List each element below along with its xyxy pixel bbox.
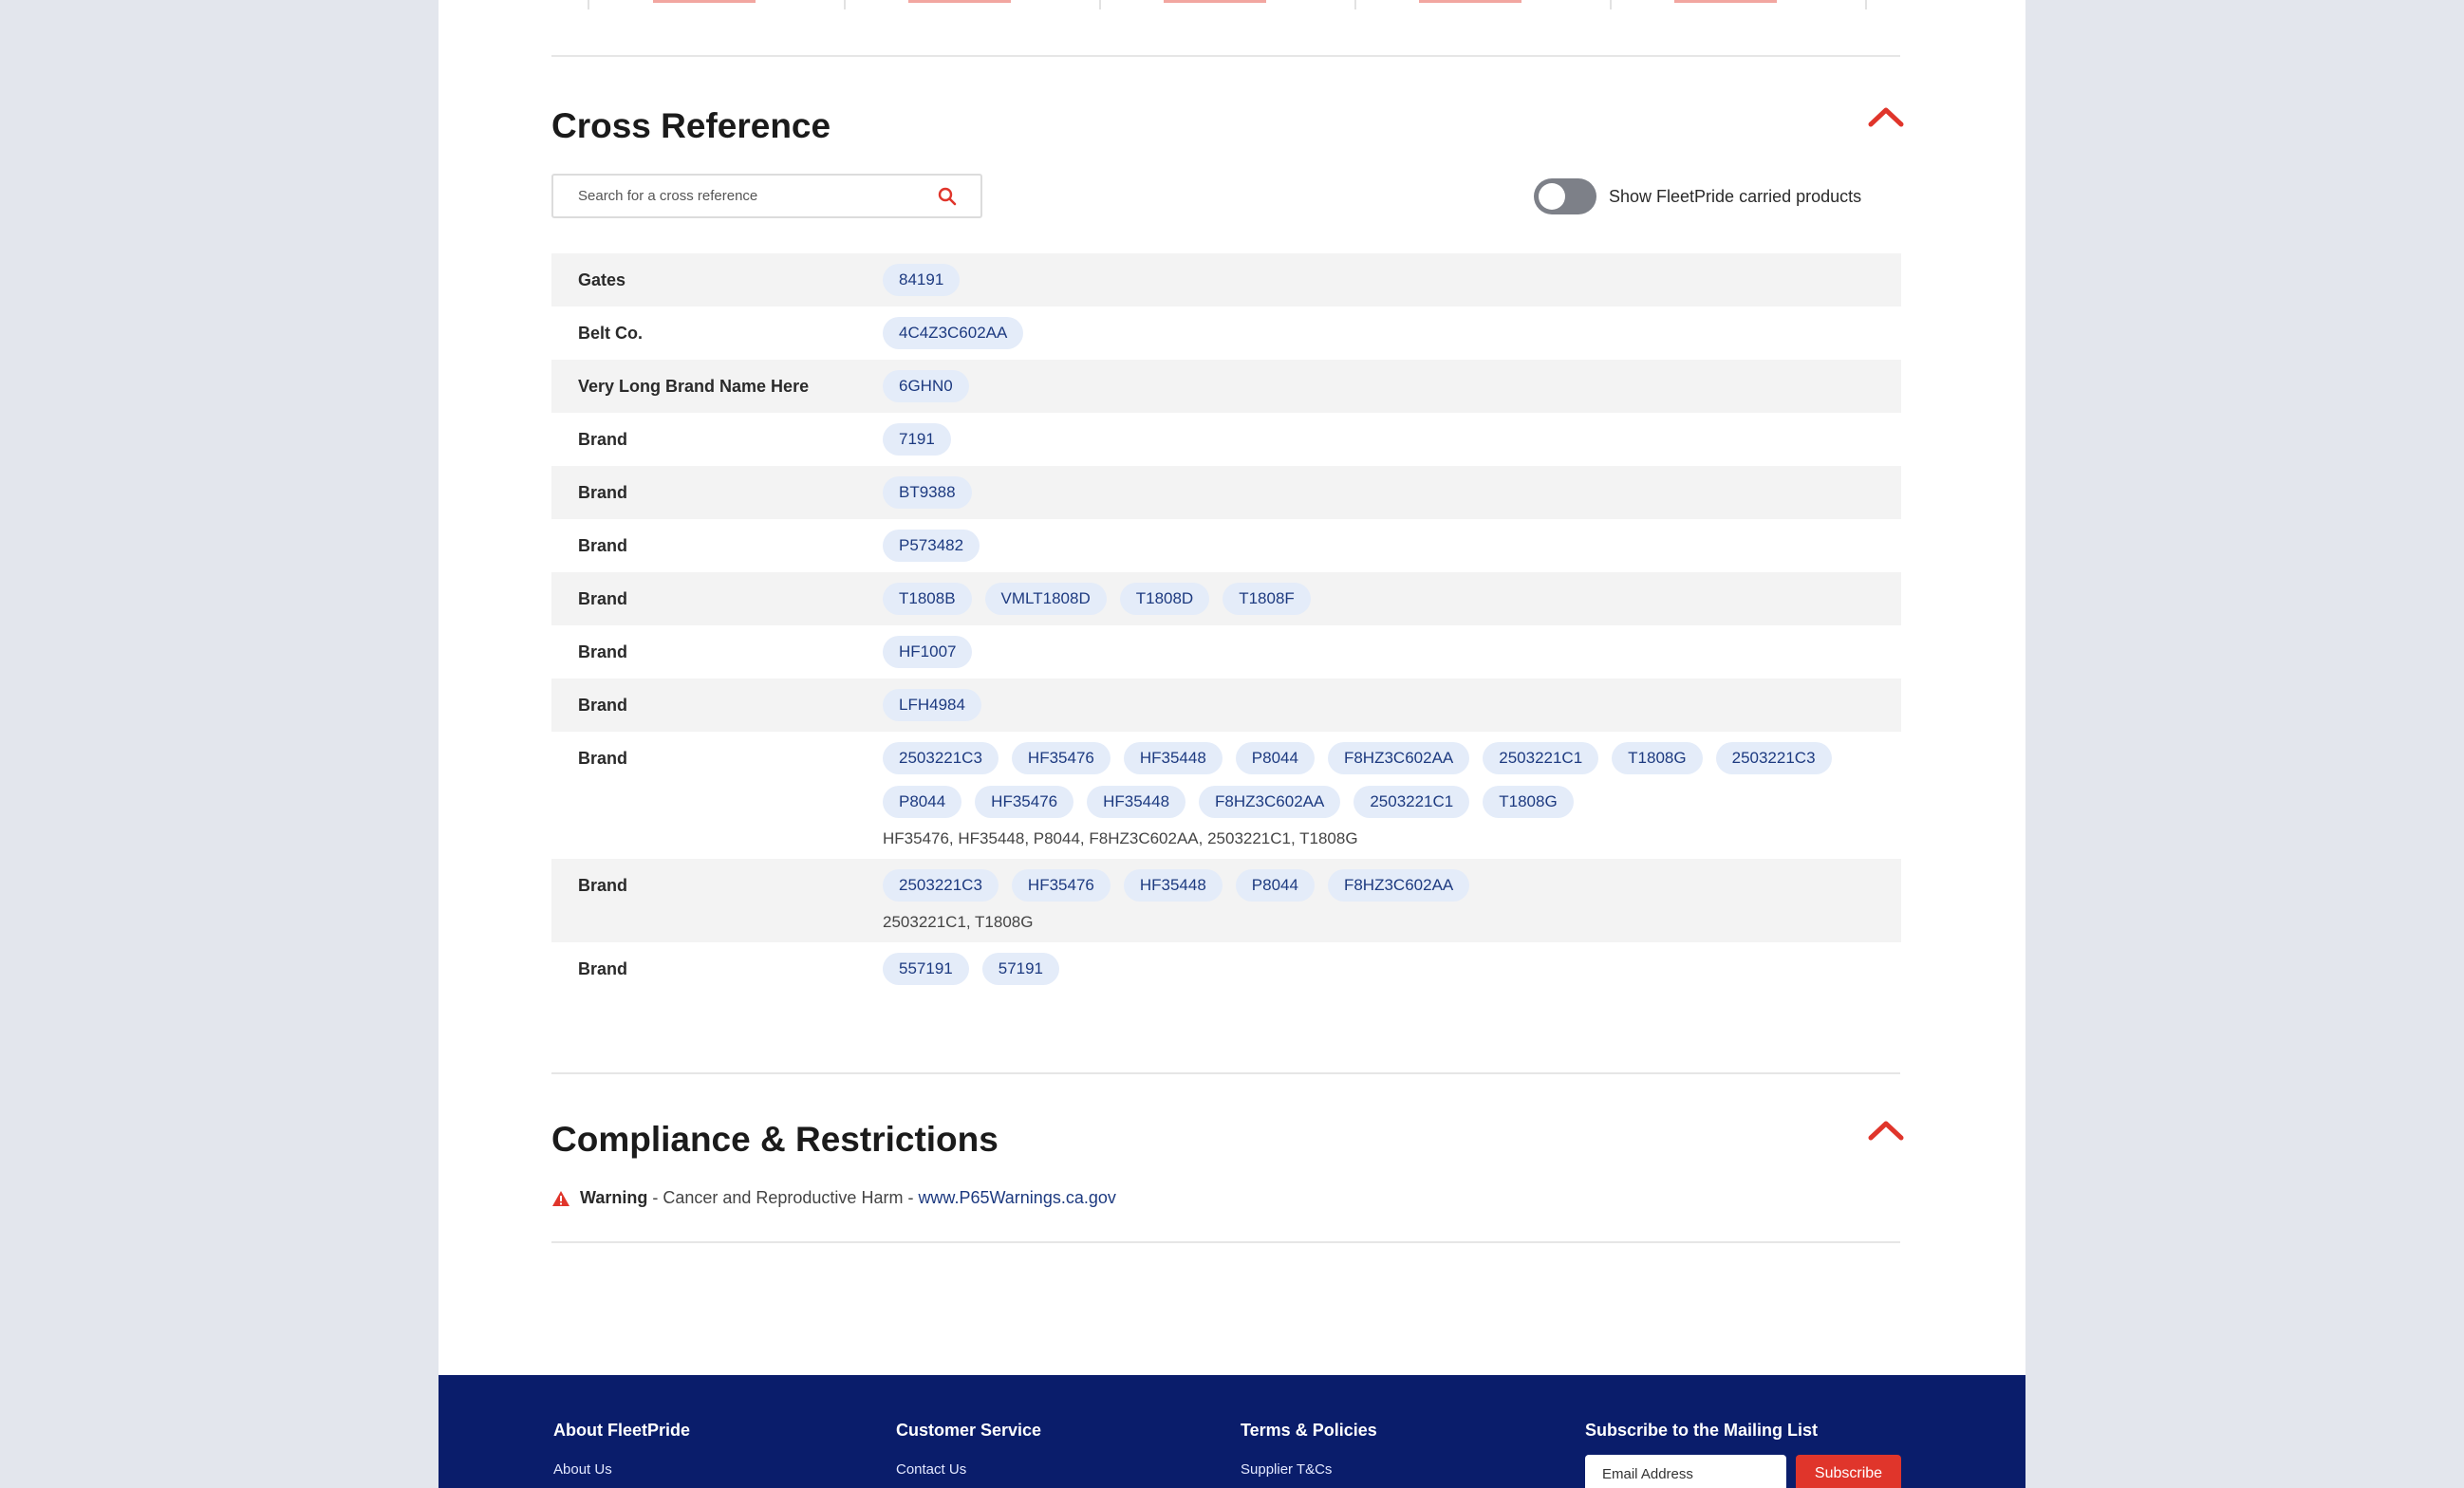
tab-indicator — [1164, 0, 1266, 3]
brand-name: Brand — [578, 483, 628, 502]
part-chip-list — [883, 264, 1892, 296]
footer-column-terms — [1241, 1421, 1377, 1478]
part-chip-list — [883, 869, 1892, 902]
tab-indicator — [1419, 0, 1521, 3]
divider-tick — [1354, 0, 1356, 9]
part-number-chip[interactable]: HF35448 — [1087, 786, 1185, 818]
part-number-chip[interactable]: 2503221C3 — [883, 869, 999, 902]
warning-triangle-icon — [551, 1190, 570, 1207]
part-number-chip[interactable]: 7191 — [883, 423, 951, 456]
part-numbers — [883, 583, 1901, 615]
subscribe-button[interactable]: Subscribe — [1796, 1455, 1901, 1488]
part-number-chip[interactable]: T1808D — [1120, 583, 1209, 615]
part-number-chip[interactable]: 84191 — [883, 264, 960, 296]
cross-reference-search — [551, 174, 982, 218]
part-number-chip[interactable]: 2503221C3 — [883, 742, 999, 774]
brand-name: Brand — [578, 430, 628, 449]
brand-name: Brand — [578, 959, 628, 978]
part-number-chip[interactable]: HF1007 — [883, 636, 972, 668]
part-number-chip[interactable]: T1808G — [1483, 786, 1573, 818]
brand-name: Brand — [578, 536, 628, 555]
warning-label: Warning — [580, 1188, 648, 1207]
search-icon[interactable] — [937, 186, 958, 207]
section-divider — [551, 1241, 1900, 1243]
table-row — [551, 307, 1901, 360]
search-input[interactable] — [553, 176, 958, 216]
part-number-chip[interactable]: HF35476 — [1012, 742, 1111, 774]
part-number-chip[interactable]: BT9388 — [883, 476, 972, 509]
brand-name: Belt Co. — [578, 324, 644, 343]
brand-name: Brand — [578, 876, 628, 895]
divider-tick — [1610, 0, 1612, 9]
part-chip-list — [883, 370, 1892, 402]
part-number-chip[interactable]: 57191 — [982, 953, 1059, 985]
part-numbers — [883, 953, 1901, 985]
brand-name: Gates — [578, 270, 626, 289]
footer-column-subscribe — [1585, 1421, 1818, 1441]
brand-name: Brand — [578, 749, 628, 768]
table-row — [551, 572, 1901, 625]
part-chip-list — [883, 636, 1892, 668]
part-number-chip[interactable]: 6GHN0 — [883, 370, 969, 402]
table-row — [551, 942, 1901, 995]
table-row — [551, 253, 1901, 307]
divider-tick — [588, 0, 589, 9]
part-number-chip[interactable]: F8HZ3C602AA — [1199, 786, 1340, 818]
table-row — [551, 679, 1901, 732]
divider-tick — [844, 0, 846, 9]
part-chip-list — [883, 423, 1892, 456]
toggle-knob — [1539, 183, 1565, 210]
footer-column-about — [553, 1421, 690, 1478]
tab-indicator — [908, 0, 1011, 3]
part-chip-list — [883, 583, 1892, 615]
part-number-chip[interactable]: P573482 — [883, 530, 980, 562]
compliance-title: Compliance & Restrictions — [551, 1120, 999, 1159]
part-numbers — [883, 476, 1901, 509]
table-row — [551, 466, 1901, 519]
footer-link-supplier-tcs[interactable]: Supplier T&Cs — [1241, 1461, 1333, 1478]
part-numbers — [883, 317, 1901, 349]
part-numbers — [883, 869, 1901, 932]
section-divider — [551, 1072, 1900, 1074]
part-number-chip[interactable]: P8044 — [1236, 742, 1315, 774]
site-footer — [439, 1375, 2025, 1488]
part-number-chip[interactable]: HF35476 — [1012, 869, 1111, 902]
previous-section-strip — [551, 0, 1900, 57]
part-number-chip[interactable]: HF35476 — [975, 786, 1073, 818]
warning-text: - Cancer and Reproductive Harm - — [647, 1188, 919, 1207]
part-number-chip[interactable]: 2503221C1 — [1483, 742, 1598, 774]
carried-products-toggle-group — [1534, 177, 1861, 216]
table-row — [551, 732, 1901, 859]
part-number-chip[interactable]: 2503221C3 — [1716, 742, 1832, 774]
table-row — [551, 625, 1901, 679]
part-number-chip[interactable]: LFH4984 — [883, 689, 981, 721]
chevron-up-icon[interactable] — [1867, 102, 1905, 130]
footer-heading: Terms & Policies — [1241, 1421, 1377, 1440]
chevron-up-icon[interactable] — [1867, 1115, 1905, 1144]
footer-heading: Subscribe to the Mailing List — [1585, 1421, 1819, 1440]
part-number-chip[interactable]: T1808F — [1223, 583, 1311, 615]
part-numbers — [883, 689, 1901, 721]
part-numbers — [883, 370, 1901, 402]
part-numbers — [883, 742, 1901, 848]
part-number-chip[interactable]: F8HZ3C602AA — [1328, 742, 1469, 774]
footer-heading: About FleetPride — [553, 1421, 691, 1440]
part-number-chip[interactable]: T1808B — [883, 583, 972, 615]
part-number-chip[interactable]: T1808G — [1612, 742, 1702, 774]
additional-part-numbers: HF35476, HF35448, P8044, F8HZ3C602AA, 2503221C1, T1808G — [883, 829, 1358, 847]
carried-products-toggle[interactable] — [1534, 178, 1596, 214]
brand-name: Brand — [578, 642, 628, 661]
part-number-chip[interactable]: HF35448 — [1124, 742, 1223, 774]
brand-name: Very Long Brand Name Here — [578, 377, 810, 396]
divider-tick — [1865, 0, 1867, 9]
tab-indicator — [653, 0, 756, 3]
part-number-chip[interactable]: HF35448 — [1124, 869, 1223, 902]
part-chip-list — [883, 476, 1892, 509]
tab-indicator — [1674, 0, 1777, 3]
brand-name: Brand — [578, 696, 628, 715]
footer-link-contact-us[interactable]: Contact Us — [896, 1461, 967, 1478]
part-number-chip[interactable]: F8HZ3C602AA — [1328, 869, 1469, 902]
footer-link-about-us[interactable]: About Us — [553, 1461, 612, 1478]
brand-name: Brand — [578, 589, 628, 608]
table-row — [551, 413, 1901, 466]
part-chip-list — [883, 742, 1892, 818]
part-number-chip[interactable]: P8044 — [1236, 869, 1315, 902]
part-numbers — [883, 423, 1901, 456]
part-chip-list — [883, 530, 1892, 562]
table-row — [551, 859, 1901, 942]
toggle-label: Show FleetPride carried products — [1609, 186, 1862, 206]
part-numbers — [883, 636, 1901, 668]
part-number-chip[interactable]: VMLT1808D — [985, 583, 1107, 615]
part-numbers — [883, 530, 1901, 562]
part-chip-list — [883, 317, 1892, 349]
prop65-warning — [551, 1188, 1116, 1208]
footer-column-customer-service — [896, 1421, 1041, 1478]
part-number-chip[interactable]: P8044 — [883, 786, 961, 818]
footer-heading: Customer Service — [896, 1421, 1042, 1440]
additional-part-numbers: 2503221C1, T1808G — [883, 913, 1034, 931]
page — [439, 0, 2025, 1488]
table-row — [551, 519, 1901, 572]
part-number-chip[interactable]: 2503221C1 — [1353, 786, 1469, 818]
divider-tick — [1099, 0, 1101, 9]
part-numbers — [883, 264, 1901, 296]
part-chip-list — [883, 953, 1892, 985]
cross-reference-title: Cross Reference — [551, 106, 831, 145]
table-row — [551, 360, 1901, 413]
email-field[interactable] — [1585, 1455, 1786, 1488]
part-chip-list — [883, 689, 1892, 721]
part-number-chip[interactable]: 557191 — [883, 953, 969, 985]
cross-reference-table — [551, 253, 1901, 995]
p65-warnings-link[interactable]: www.P65Warnings.ca.gov — [918, 1188, 1116, 1207]
part-number-chip[interactable]: 4C4Z3C602AA — [883, 317, 1023, 349]
